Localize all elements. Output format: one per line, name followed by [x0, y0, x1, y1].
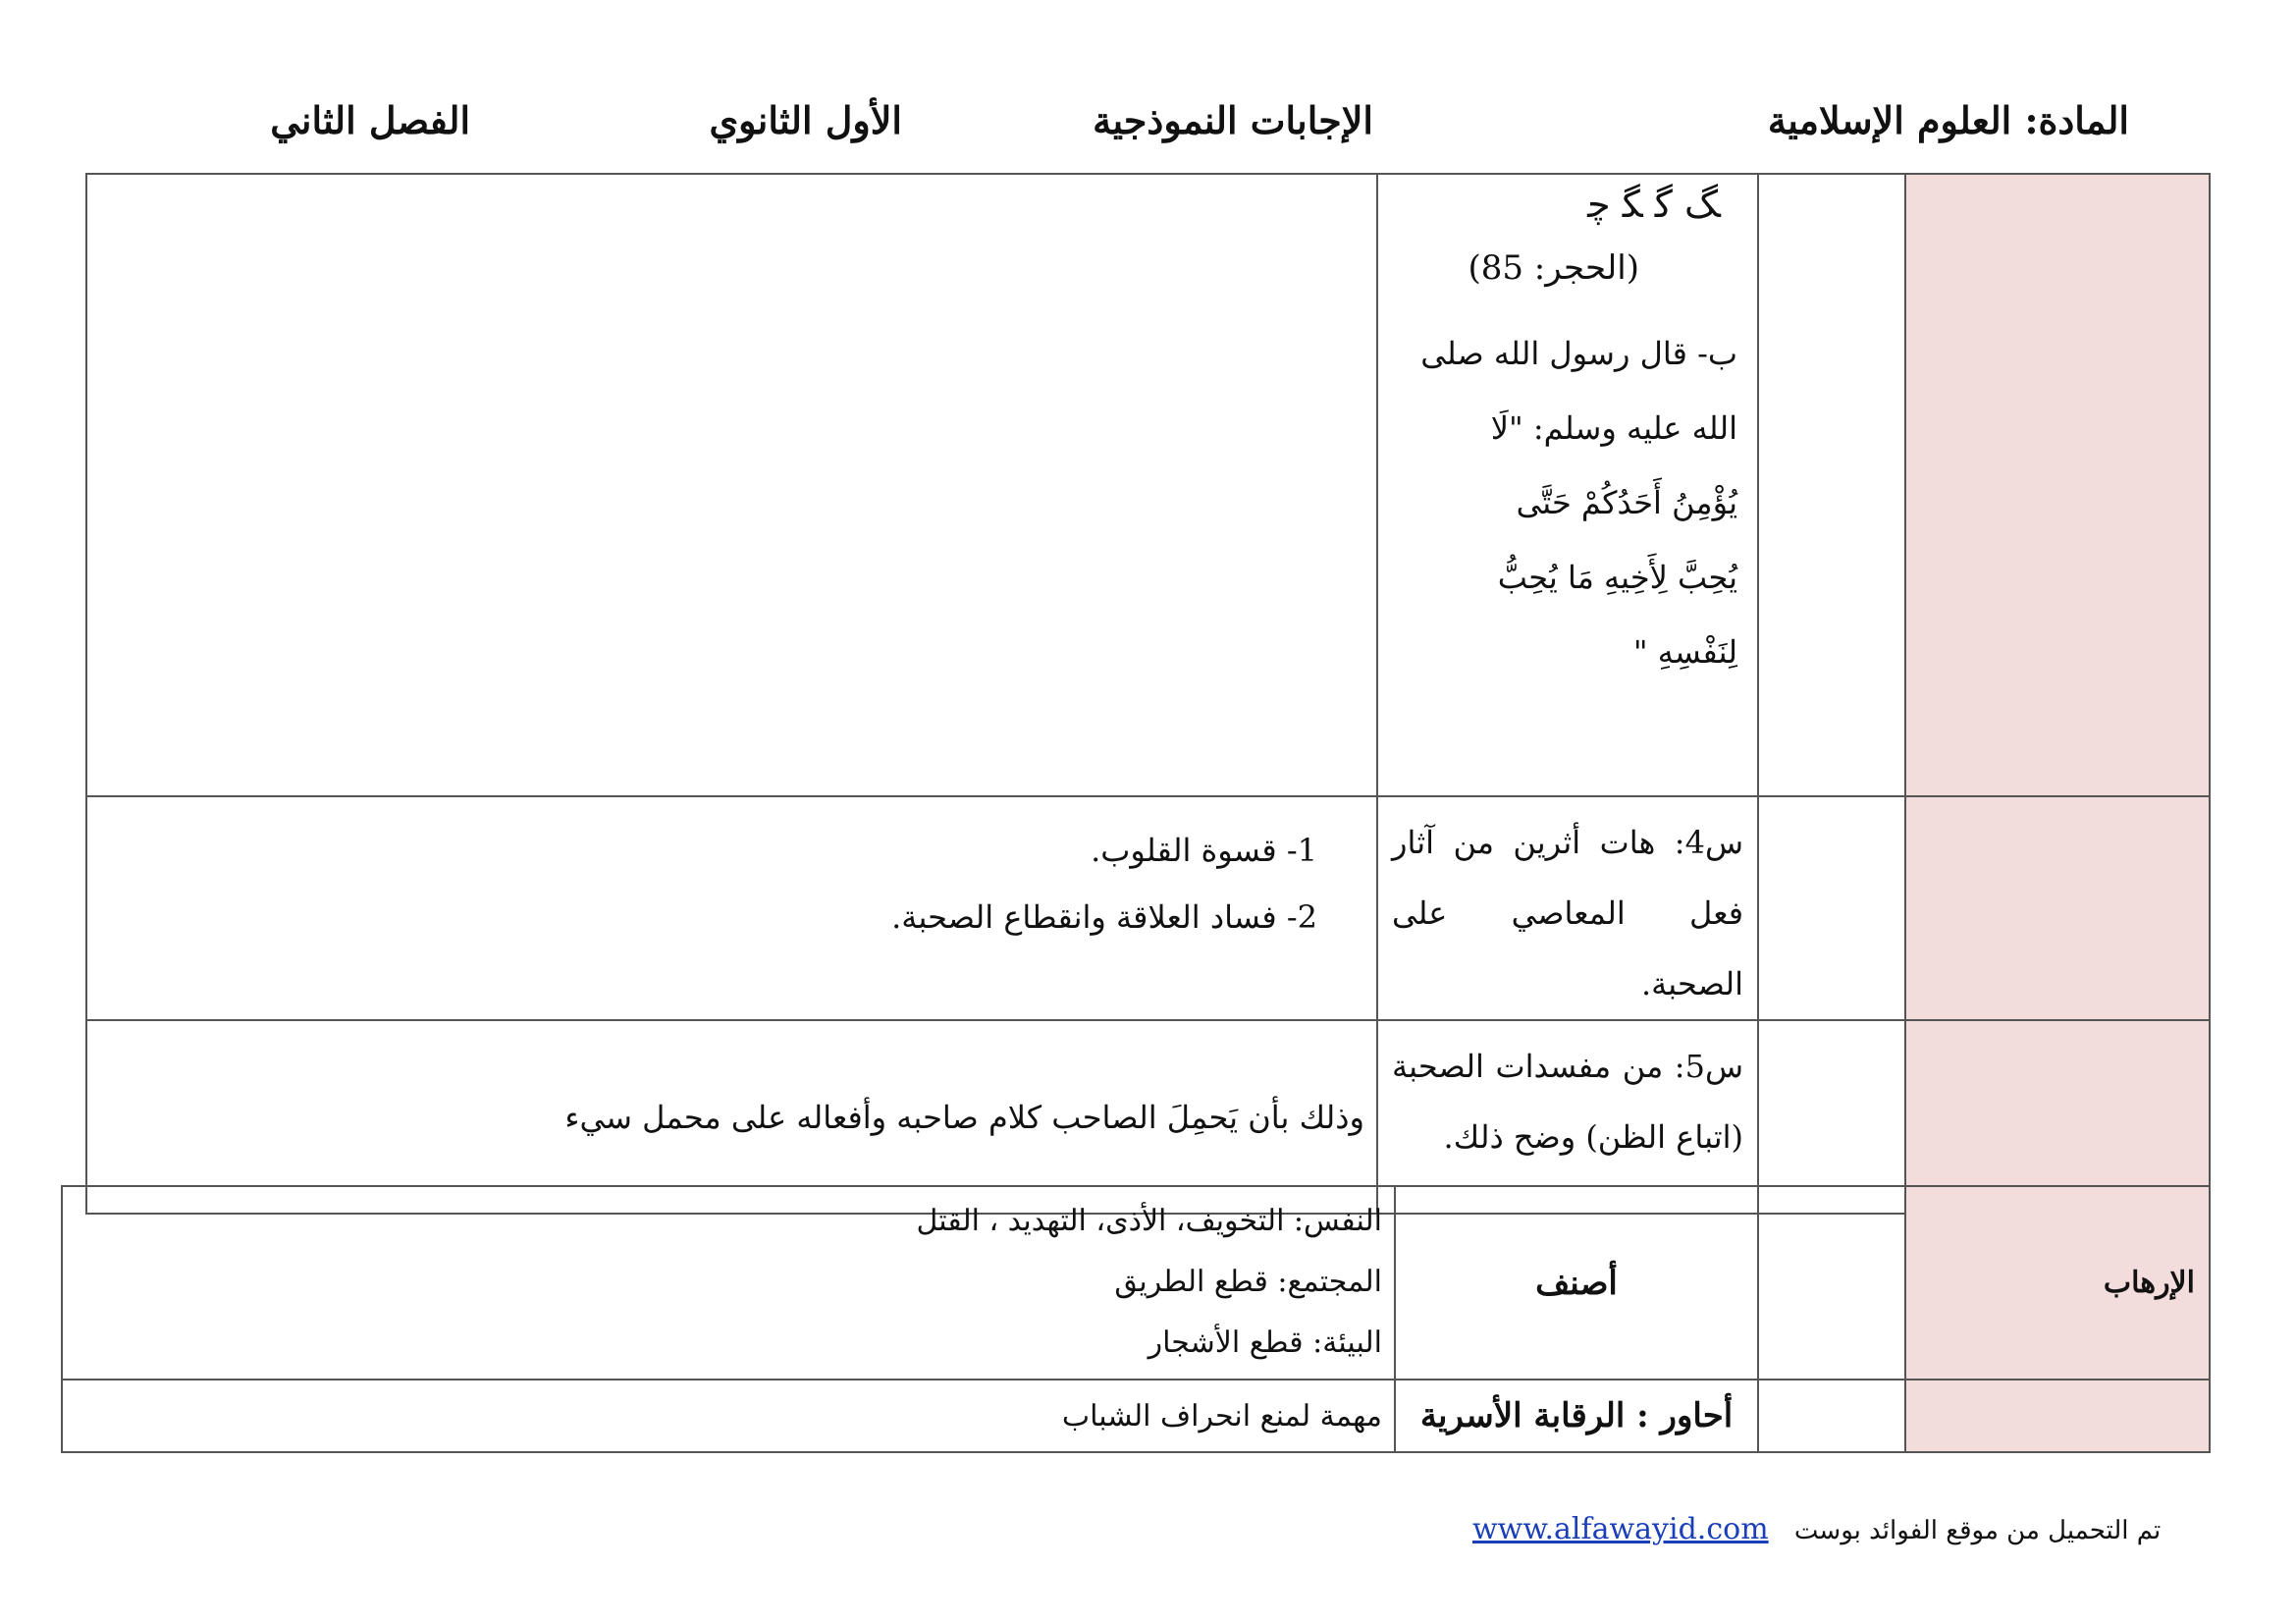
answer-line: 1- قسوة القلوب. — [1091, 832, 1317, 869]
answer-line: النفس: التخويف، الأذى، التهديد ، القتل — [916, 1204, 1382, 1238]
table-row — [62, 1380, 2210, 1452]
skill-cell — [1758, 1380, 1905, 1452]
table-row — [86, 174, 2210, 796]
quran-glyphs: ﮓ ﮔ ﮕ ﭼ — [1587, 183, 1718, 226]
answer-line: 2- فساد العلاقة وانقطاع الصحبة. — [891, 898, 1317, 936]
answers-table — [85, 173, 2211, 1215]
hadith-line: الله عليه وسلم: "لَا — [1490, 409, 1737, 447]
topic-cell — [1905, 796, 2210, 1020]
answer-cell — [86, 174, 1377, 796]
answers-table-lower — [61, 1185, 2211, 1453]
answer-line: وذلك بأن يَحمِلَ الصاحب كلام صاحبه وأفعاله على محمل سيء — [564, 1098, 1364, 1136]
footer-text: تم التحميل من موقع الفوائد بوست — [1793, 1516, 2162, 1545]
quran-reference: (الحجر: 85) — [1468, 248, 1639, 288]
evidence-cell — [1377, 174, 1758, 796]
skill-cell — [1758, 796, 1905, 1020]
question-5: س5: من مفسدات الصحبة (اتباع الظن) وضح ذلك. — [1377, 1020, 1758, 1214]
subject-title: المادة: العلوم الإسلامية — [1767, 98, 2129, 142]
grade-title: الأول الثانوي — [709, 98, 902, 142]
footer-link[interactable]: www.alfawayid.com — [1472, 1512, 1769, 1546]
family-answer: مهمة لمنع انحراف الشباب — [62, 1380, 1395, 1452]
topic-cell — [1905, 1380, 2210, 1452]
answer-line: البيئة: قطع الأشجار — [1148, 1326, 1382, 1360]
table-row — [62, 1186, 2210, 1380]
topic-terrorism: الإرهاب — [1905, 1186, 2210, 1380]
table-row — [86, 796, 2210, 1020]
skill-cell — [1758, 1186, 1905, 1380]
hadith-line: لِنَفْسِهِ " — [1632, 633, 1737, 671]
topic-cell — [1905, 174, 2210, 796]
hadith-line: يُحِبَّ لِأَخِيهِ مَا يُحِبُّ — [1497, 559, 1737, 596]
answer-line: المجتمع: قطع الطريق — [1114, 1265, 1382, 1299]
hadith-line: يُؤْمِنُ أَحَدُكُمْ حَتَّى — [1516, 484, 1737, 521]
answer-4 — [86, 796, 1377, 1020]
skill-cell — [1758, 174, 1905, 796]
skill-classify: أصنف — [1395, 1186, 1758, 1380]
footer — [1472, 1512, 2161, 1546]
question-4: س4: هات أثرين من آثار فعل المعاصي على الصحبة. — [1377, 796, 1758, 1020]
doc-type-title: الإجابات النموذجية — [1093, 98, 1373, 142]
skill-discuss: أحاور : الرقابة الأسرية — [1395, 1380, 1758, 1452]
terror-answers — [62, 1186, 1395, 1380]
term-title: الفصل الثاني — [270, 98, 470, 142]
hadith-text — [1388, 316, 1737, 689]
hadith-line: ب- قال رسول الله صلى — [1420, 335, 1737, 372]
